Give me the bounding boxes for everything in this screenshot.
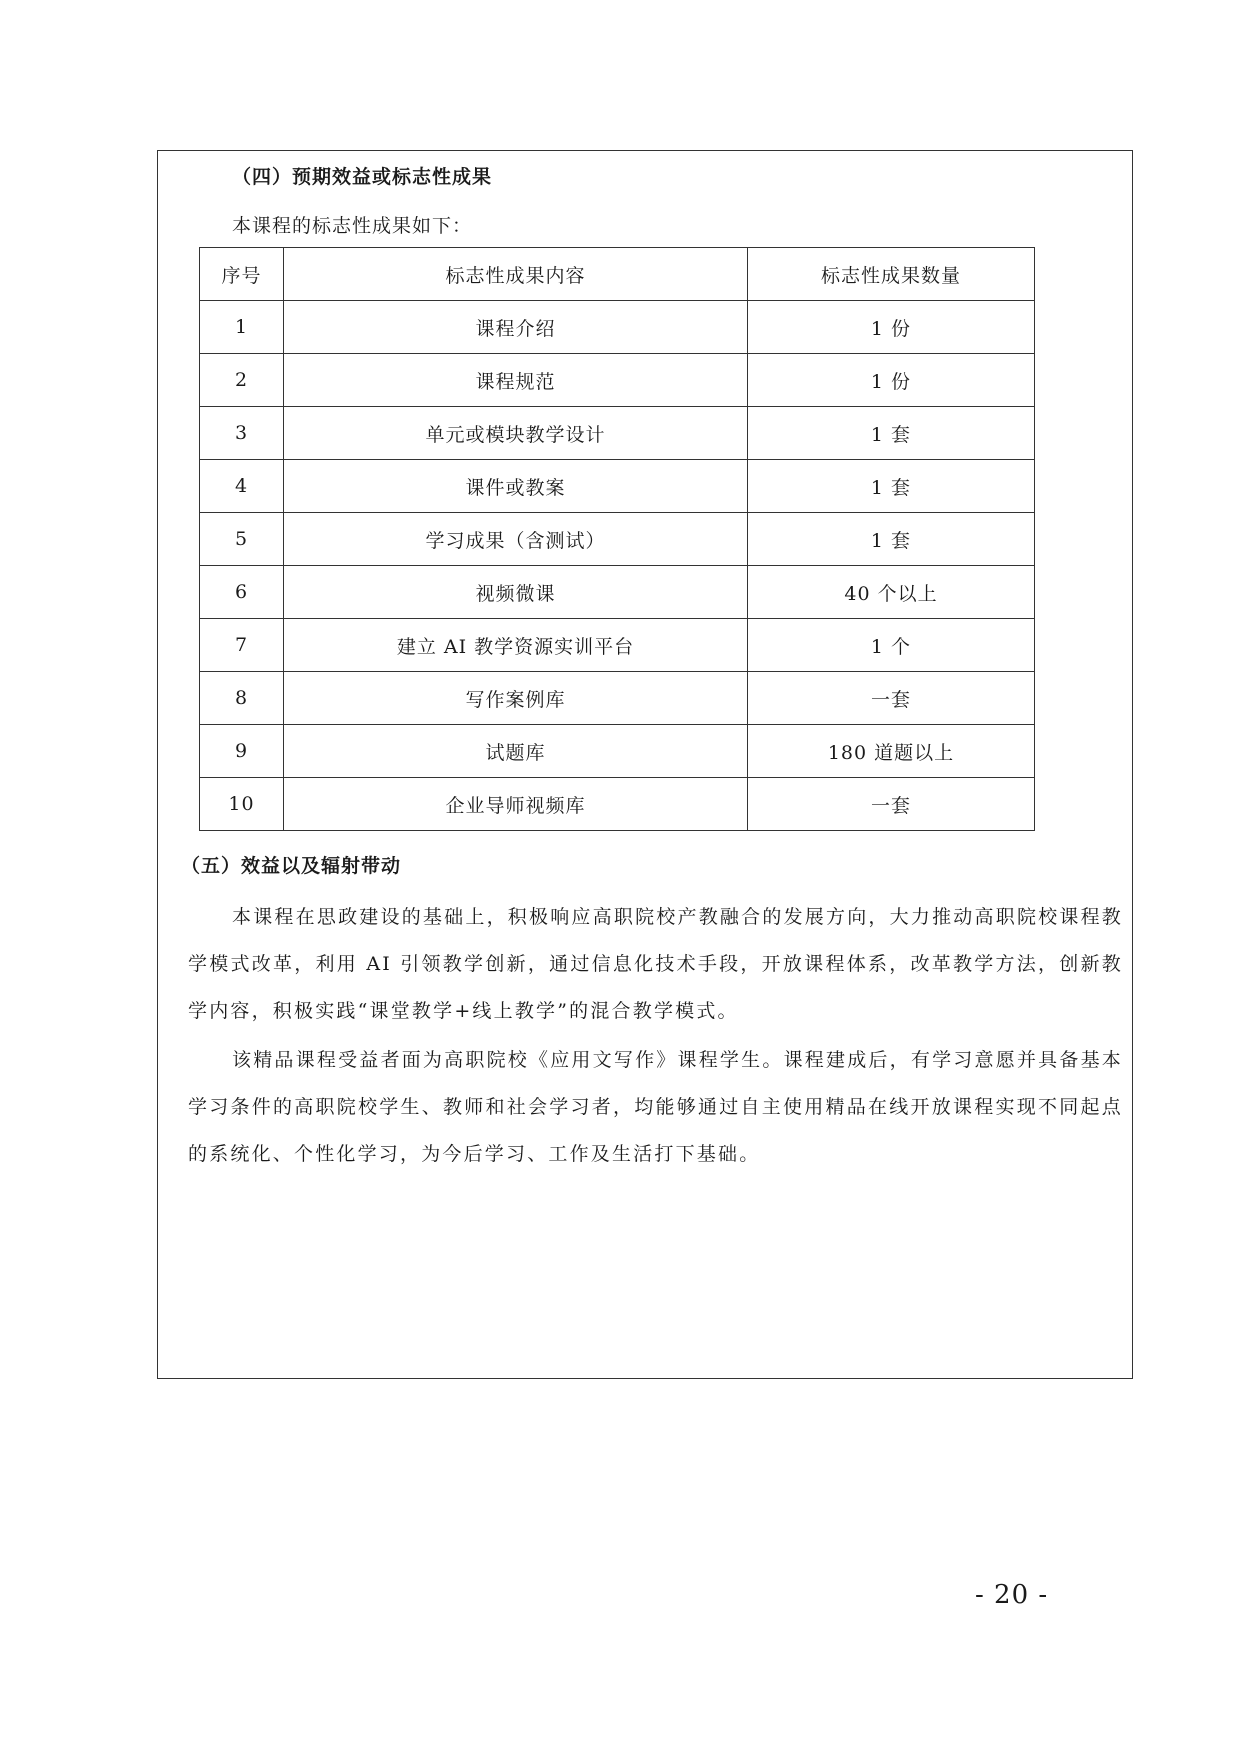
- cell-quantity: 1 个: [748, 619, 1035, 672]
- section-5-heading: （五）效益以及辐射带动: [181, 855, 402, 877]
- table-row: [200, 619, 1035, 672]
- table-row: [200, 725, 1035, 778]
- cell-content: 试题库: [284, 725, 748, 778]
- table-row: [200, 301, 1035, 354]
- cell-index: 6: [200, 566, 284, 619]
- cell-content: 视频微课: [284, 566, 748, 619]
- cell-quantity: 1 份: [748, 354, 1035, 407]
- header-quantity: 标志性成果数量: [748, 248, 1035, 301]
- table-row: [200, 407, 1035, 460]
- cell-index: 9: [200, 725, 284, 778]
- cell-index: 4: [200, 460, 284, 513]
- cell-content: 单元或模块教学设计: [284, 407, 748, 460]
- benefit-paragraph: 本课程在思政建设的基础上，积极响应高职院校产教融合的发展方向，大力推动高职院校课程教学模式改革，利用 AI 引领教学创新，通过信息化技术手段，开放课程体系，改革教学方法，创新教学内容，积极实践“课堂教学+线上教学”的混合教学模式。: [188, 906, 1123, 1022]
- page-number: - 20 -: [975, 1580, 1049, 1610]
- cell-content: 企业导师视频库: [284, 778, 748, 831]
- section-4-intro: 本课程的标志性成果如下：: [232, 215, 473, 237]
- beneficiary-paragraph: 该精品课程受益者面为高职院校《应用文写作》课程学生。课程建成后，有学习意愿并具备基本学习条件的高职院校学生、教师和社会学习者，均能够通过自主使用精品在线开放课程实现不同起点的系统化、个性化学习，为今后学习、工作及生活打下基础。: [188, 1049, 1123, 1165]
- cell-quantity: 一套: [748, 778, 1035, 831]
- cell-quantity: 1 份: [748, 301, 1035, 354]
- results-table: [199, 247, 1035, 831]
- table-row: [200, 672, 1035, 725]
- table-row: [200, 460, 1035, 513]
- cell-quantity: 1 套: [748, 407, 1035, 460]
- cell-content: 课件或教案: [284, 460, 748, 513]
- cell-quantity: 1 套: [748, 460, 1035, 513]
- cell-index: 7: [200, 619, 284, 672]
- cell-quantity: 180 道题以上: [748, 725, 1035, 778]
- cell-content: 写作案例库: [284, 672, 748, 725]
- cell-content: 课程介绍: [284, 301, 748, 354]
- cell-quantity: 1 套: [748, 513, 1035, 566]
- table-header-row: [200, 248, 1035, 301]
- cell-index: 3: [200, 407, 284, 460]
- cell-content: 建立 AI 教学资源实训平台: [284, 619, 748, 672]
- section-4-heading: （四）预期效益或标志性成果: [232, 166, 493, 188]
- cell-content: 学习成果（含测试）: [284, 513, 748, 566]
- cell-index: 1: [200, 301, 284, 354]
- header-content: 标志性成果内容: [284, 248, 748, 301]
- table-row: [200, 566, 1035, 619]
- table-row: [200, 778, 1035, 831]
- cell-content: 课程规范: [284, 354, 748, 407]
- table-row: [200, 513, 1035, 566]
- cell-index: 8: [200, 672, 284, 725]
- header-index: 序号: [200, 248, 284, 301]
- cell-quantity: 一套: [748, 672, 1035, 725]
- cell-index: 5: [200, 513, 284, 566]
- cell-index: 2: [200, 354, 284, 407]
- table-row: [200, 354, 1035, 407]
- cell-quantity: 40 个以上: [748, 566, 1035, 619]
- cell-index: 10: [200, 778, 284, 831]
